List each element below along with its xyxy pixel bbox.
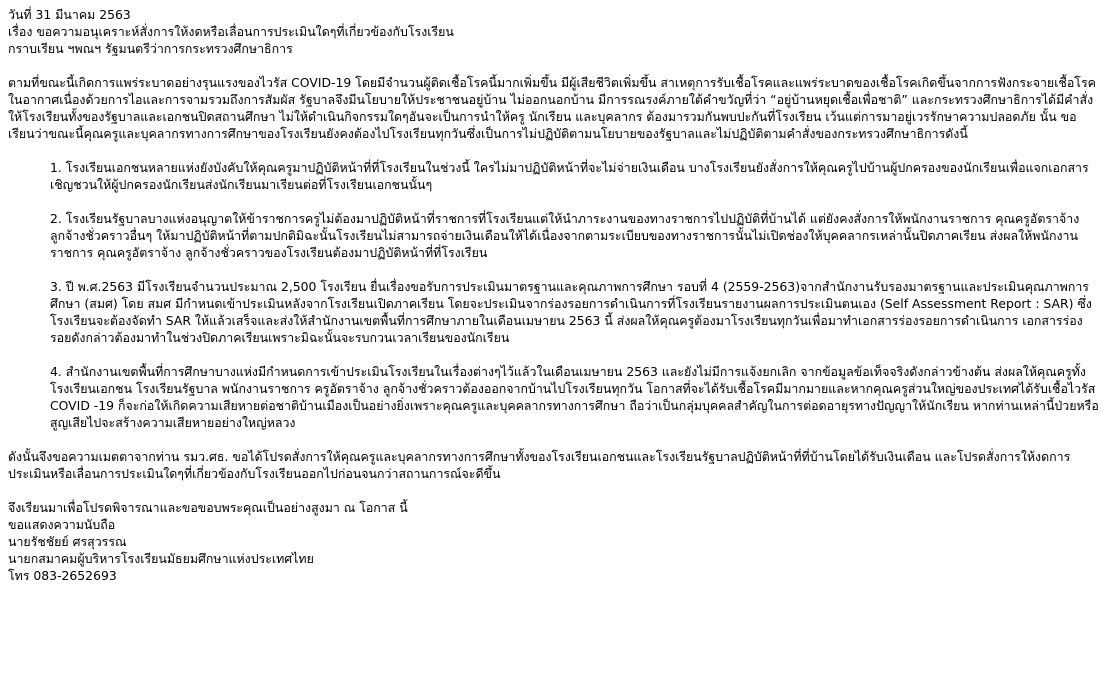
spacer: [8, 142, 1102, 159]
list-item-4: 4. สำนักงานเขตพื้นที่การศึกษาบางแห่งมีกำหนดการเข้าประเมินโรงเรียนในเรื่องต่างๆไว้แล้วในเดือนเมษายน 2563 และยังไม่มีการแจ้งยกเลิก จากข้อมูลข้อเท็จจริงดังกล่าวข้างต้น ส่งผลให้คุณครูทั้งโรงเรียนเอกชน โรงเรียนรัฐบาล พนักงานราชการ ครูอัตราจ้าง ลูกจ้างชั่วคราวต้องออกจากบ้านไปโรงเรียนทุกวัน โอกาสที่จะได้รับเชื้อโรคมีมากมายและหากคุณครูส่วนใหญ่ของประเทศได้รับเชื้อไวรัส COVID -19 ก็จะก่อให้เกิดความเสียหายต่อชาติบ้านเมืองเป็นอย่างยิ่งเพราะคุณครูและบุคคลากรทางการศึกษา ถือว่าเป็นกลุ่มบุคคลสำคัญในการต่อดอายุรทางปัญญาให้นักเรียน หากท่านเหล่านี้ป่วยหรือสูญเสียไปจะสร้างความเสียหายอย่างใหญ่หลวง: [50, 364, 1099, 430]
letter-date: วันที่ 31 มีนาคม 2563: [8, 7, 131, 22]
closing-line: จึงเรียนมาเพื่อโปรดพิจารณาและขอขอบพระคุณเป็นอย่างสูงมา ณ โอกาส นี้: [8, 500, 408, 515]
list-item-3: 3. ปี พ.ศ.2563 มีโรงเรียนจำนวนประมาณ 2,500 โรงเรียน ยื่นเรื่องขอรับการประเมินมาตรฐานและคุณภาพการศึกษา รอบที่ 4 (2559-2563)จากสำนักงานรับรองมาตรฐานและประเมินคุณภาพการศึกษา (สมศ) โดย สมศ มีกำหนดเข้าประเมินหลังจากโรงเรียนเปิดภาคเรียน โดยจะประเมินจากร่องรอยการดำเนินการที่โรงเรียนรายงานผลการประเมินตนเอง (Self Assessment Report : SAR) ซึ่งโรงเรียนจะต้องจัดทำ SAR ให้แล้วเสร็จและส่งให้สำนักงานเขตพื้นที่การศึกษาภายในเดือนเมษายน 2563 นี้ ส่งผลให้คุณครูต้องมาโรงเรียนทุกวันเพื่อมาทำเอกสารร่องรอยการดำเนินการ เอกสารร่องรอยดังกล่าวต้องมาทำในช่วงปิดภาคเรียนเพราะมิฉะนั้นจะรบกวนเวลาเรียนของนักเรียน: [50, 279, 1092, 345]
list-item-2: 2. โรงเรียนรัฐบาลบางแห่งอนุญาตให้ข้าราชการครูไม่ต้องมาปฏิบัติหน้าที่ราชการที่โรงเรียนแต่ให้นำภาระงานของทางราชการไปปฏิบัติที่บ้านได้ แต่ยังคงสั่งการให้พนักงานราชการ คุณครูอัตราจ้าง ลูกจ้างชั่วคราวอื่นๆ ให้มาปฏิบัติหน้าที่ตามปกติมิฉะนั้นโรงเรียนไม่สามารถจ่ายเงินเดือนให้ได้เนื่องจากตามระเบียบของทางราชการนั้นไม่เปิดช่องให้บุคคลากรเหล่านั้นปิดภาคเรียน ส่งผลให้พนักงานราชการ คุณครูอัตราจ้าง ลูกจ้างชั่วคราวของโรงเรียนต้องมาปฏิบัติหน้าที่ที่โรงเรียน: [50, 211, 1080, 260]
letter-subject: เรื่อง ขอความอนุเคราะห์สั่งการให้งดหรือเลื่อนการประเมินใดๆที่เกี่ยวข้องกับโรงเรียน: [8, 24, 454, 39]
signer-phone: โทร 083-2652693: [8, 568, 117, 583]
letter-document: [8, 6, 1102, 584]
request-paragraph: ดังนั้นจึงขอความเมตตาจากท่าน รมว.ศธ. ขอได้โปรดสั่งการให้คุณครูและบุคลากรทางการศึกษาทั้งของโรงเรียนเอกชนและโรงเรียนรัฐบาลปฏิบัติหน้าที่ที่บ้านโดยได้รับเงินเดือน และโปรดสั่งการให้งดการประเมินหรือเลื่อนการประเมินใดๆที่เกี่ยวข้องกับโรงเรียนออกไปก่อนจนกว่าสถานการณ์จะดีขึ้น: [8, 449, 1071, 481]
closing-block: [8, 499, 1102, 584]
letter-salutation: กราบเรียน ฯพณฯ รัฐมนตรีว่าการกระทรวงศึกษาธิการ: [8, 41, 293, 56]
numbered-list: [50, 159, 1102, 431]
regards-line: ขอแสดงความนับถือ: [8, 517, 116, 532]
intro-paragraph: ตามที่ขณะนี้เกิดการแพร่ระบาดอย่างรุนแรงของไวรัส COVID-19 โดยมีจำนวนผู้ติดเชื้อโรคนี้มากเพิ่มขึ้น มีผู้เสียชีวิตเพิ่มขึ้น สาเหตุการรับเชื้อโรคและแพร่ระบาดของเชื้อโรคเกิดขึ้นจากการฟังกระจายเชื้อโรคในอากาศเนื่องด้วยการไอและการจามรวมถึงการสัมผัส รัฐบาลจึงมีนโยบายให้ประชาชนอยู่บ้าน ไม่ออกนอกบ้าน มีการรณรงค์ภายใต้คำขวัญที่ว่า “อยู่บ้านหยุดเชื้อเพื่อชาติ” และกระทรวงศึกษาธิการได้มีคำสั่งให้โรงเรียนทั้งของรัฐบาลและเอกชนปิดสถานศึกษา ไม่ให้ดำเนินกิจกรรมใดๆอันจะเป็นการนำให้ครู นักเรียน และบุคลากร ต้องมารวมกันพบปะกันที่โรงเรียน เว้นแต่การมาอยู่เวรรักษาความปลอดภัย นั้น ขอเรียนว่าขณะนี้คุณครูและบุคลากรทางการศึกษาของโรงเรียนยังคงต้องไปโรงเรียนทุกวันซึ่งเป็นการไม่ปฏิบัติตามนโยบายของรัฐบาลและไม่ปฏิบัติตามคำสั่งของกระทรวงศึกษาธิการดังนี้: [8, 75, 1096, 141]
signer-name: นายรัชชัยย์ ศรสุวรรณ: [8, 534, 127, 549]
spacer: [8, 482, 1102, 499]
signer-position: นายกสมาคมผู้บริหารโรงเรียนมัธยมศึกษาแห่งประเทศไทย: [8, 551, 314, 566]
list-item-1: 1. โรงเรียนเอกชนหลายแห่งยังบังคับให้คุณครูมาปฏิบัติหน้าที่ที่โรงเรียนในช่วงนี้ ใครไม่มาปฏิบัติหน้าที่จะไม่จ่ายเงินเดือน บางโรงเรียนยังสั่งการให้คุณครูไปบ้านผู้ปกครองของนักเรียนเพื่อแจกเอกสารเชิญชวนให้ผู้ปกครองนักเรียนส่งนักเรียนมาเรียนต่อที่โรงเรียนเอกชนนั้นๆ: [50, 160, 1089, 192]
spacer: [8, 57, 1102, 74]
